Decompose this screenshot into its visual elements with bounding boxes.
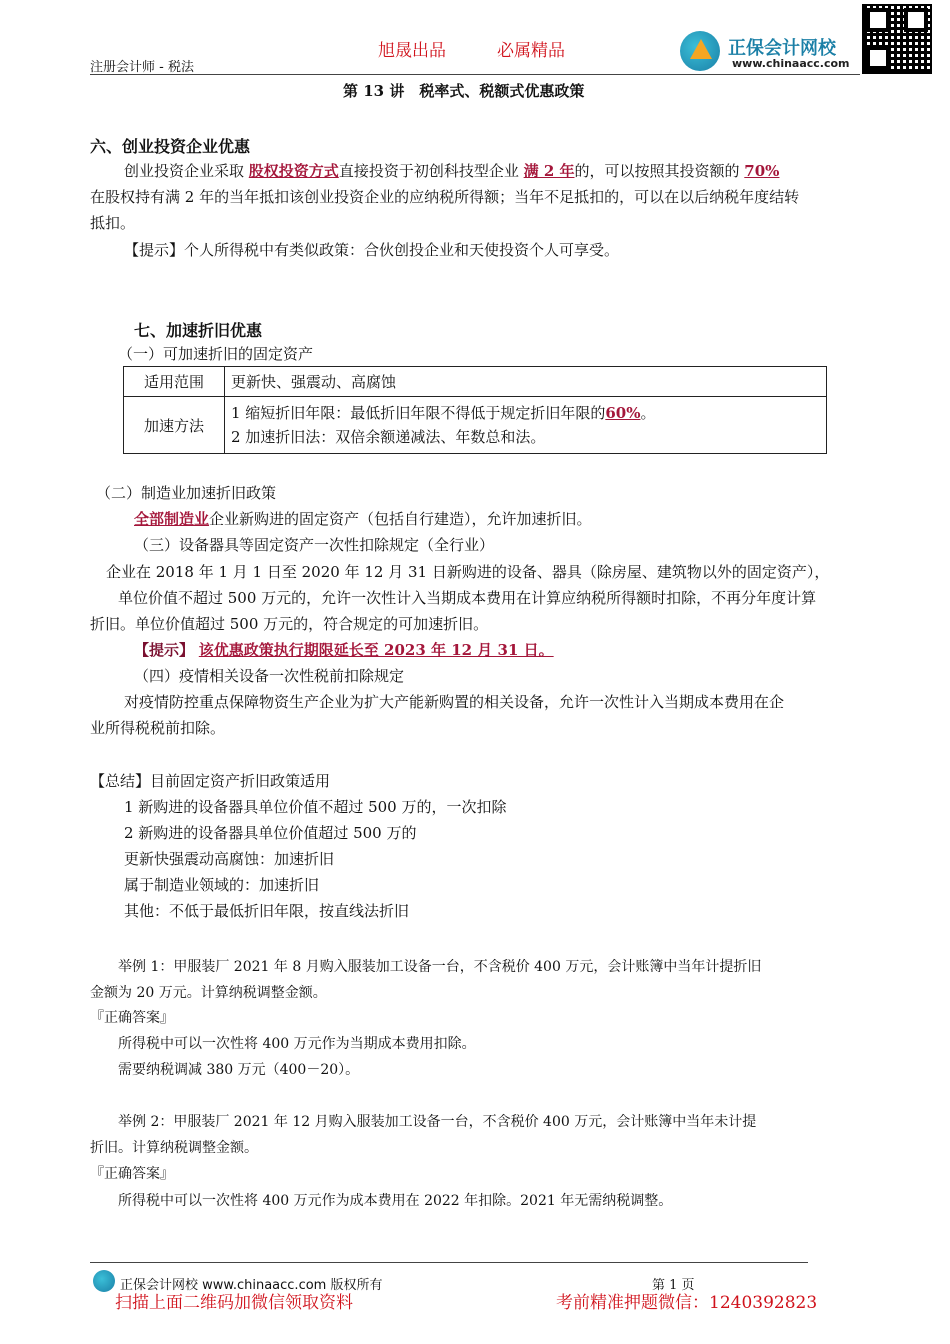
section7-sub3-line1: 企业在 2018 年 1 月 1 日至 2020 年 12 月 31 日新购进的设备、器具（除房屋、建筑物以外的固定资产）， [106,563,830,581]
text-span: 创业投资企业采取 [124,162,245,180]
example2-line2: 折旧。计算纳税调整金额。 [90,1140,258,1156]
section6-paragraph-line3: 抵扣。 [90,214,136,232]
section7-sub3: （三）设备器具等固定资产一次性扣除规定（全行业） [134,536,495,554]
summary-item: 属于制造业领域的：加速折旧 [124,876,320,894]
section7-sub1: （一）可加速折旧的固定资产 [118,345,314,363]
logo-name: 正保会计网校 [728,38,836,59]
summary-item: 2 新购进的设备器具单位价值超过 500 万的 [124,824,417,842]
footer-promo-right: 考前精准押题微信：1240392823 [556,1293,818,1313]
example2-answer-label: 『正确答案』 [90,1166,174,1182]
highlight-equity-investment: 股权投资方式 [248,162,339,180]
example1-answer1: 所得税中可以一次性将 400 万元作为当期成本费用扣除。 [118,1036,476,1052]
summary-item: 更新快强震动高腐蚀：加速折旧 [124,850,335,868]
table-cell-value [225,397,827,454]
table-row [124,367,827,397]
logo-url: www.chinaacc.com [732,57,850,70]
text-span: 1 缩短折旧年限：最低折旧年限不得低于规定折旧年限的 [231,404,606,422]
text-span: 的，可以按照其投资额的 [574,162,740,180]
course-name: 注册会计师 - 税法 [90,60,194,75]
section6-paragraph-line2: 在股权持有满 2 年的当年抵扣该创业投资企业的应纳税所得额；当年不足抵扣的，可以在以后纳税年度结转 [90,188,800,206]
section7-heading: 七、加速折旧优惠 [134,321,263,340]
section7-sub2: （二）制造业加速折旧政策 [96,484,277,502]
summary-item: 1 新购进的设备器具单位价值不超过 500 万的，一次扣除 [124,798,507,816]
section6-heading: 六、创业投资企业优惠 [90,137,251,156]
footer-page-number: 第 1 页 [652,1278,695,1293]
example1-answer2: 需要纳税调减 380 万元（400－20）。 [118,1062,360,1078]
table-row [124,397,827,454]
text-span: 企业新购进的固定资产（包括自行建造），允许加速折旧。 [209,510,592,528]
table-cell-label: 适用范围 [124,367,225,397]
example2-line1: 举例 2：甲服装厂 2021 年 12 月购入服装加工设备一台，不含税价 400 万元，会计账簿中当年未计提 [118,1114,757,1130]
summary-title: 【总结】目前固定资产折旧政策适用 [90,772,331,790]
highlight-70-percent: 70% [744,162,780,180]
section7-sub4: （四）疫情相关设备一次性税前扣除规定 [134,667,405,685]
summary-item: 其他：不低于最低折旧年限，按直线法折旧 [124,902,410,920]
example1-line2: 金额为 20 万元。计算纳税调整金额。 [90,985,327,1001]
highlight-extended-deadline: 该优惠政策执行期限延长至 2023 年 12 月 31 日。 [198,641,554,659]
section7-tip2 [134,639,554,660]
chinaacc-logo-icon [680,31,720,71]
section7-sub3-line2: 单位价值不超过 500 万元的，允许一次性计入当期成本费用在计算应纳税所得额时扣除，不再分年度计算 [118,589,817,607]
table-cell-value: 更新快、强震动、高腐蚀 [225,367,827,397]
footer-logo-icon [93,1270,115,1292]
footer-divider [90,1262,808,1263]
footer-promo-left: 扫描上面二维码加微信领取资料 [115,1293,353,1313]
text-span: 直接投资于初创科技型企业 [338,162,519,180]
brand-left: 旭晟出品 [378,41,446,61]
table-cell-label: 加速方法 [124,397,225,454]
section7-sub3-line3: 折旧。单位价值超过 500 万元的，符合规定的可加速折旧。 [90,615,489,633]
highlight-two-years: 满 2 年 [523,162,575,180]
section6-tip: 【提示】个人所得税中有类似政策：合伙创投企业和天使投资个人可享受。 [124,241,620,259]
brand-right: 必属精品 [497,41,565,61]
example1-answer-label: 『正确答案』 [90,1010,174,1026]
section7-sub2-text [134,508,592,529]
highlight-60-percent: 60% [605,404,641,422]
section7-sub4-line2: 业所得税税前扣除。 [90,719,226,737]
lecture-title: 第 13 讲 税率式、税额式优惠政策 [343,82,585,100]
accelerated-depreciation-table [123,366,827,454]
header-divider [90,74,860,75]
method-line2: 2 加速折旧法：双倍余额递减法、年数总和法。 [231,428,546,446]
tip-label: 【提示】 [134,641,195,659]
method-line1 [231,401,820,425]
highlight-all-manufacturing: 全部制造业 [134,510,210,528]
footer-copyright: 正保会计网校 www.chinaacc.com 版权所有 [120,1278,383,1293]
section6-paragraph-line1 [124,160,779,181]
section7-sub4-line1: 对疫情防控重点保障物资生产企业为扩大产能新购置的相关设备，允许一次性计入当期成本费用在企 [124,693,785,711]
example2-answer1: 所得税中可以一次性将 400 万元作为成本费用在 2022 年扣除。2021 年无需纳税调整。 [118,1193,673,1209]
example1-line1: 举例 1：甲服装厂 2021 年 8 月购入服装加工设备一台，不含税价 400 万元，会计账簿中当年计提折旧 [118,959,762,975]
text-span: 。 [640,404,656,422]
qr-code-icon [862,4,932,74]
